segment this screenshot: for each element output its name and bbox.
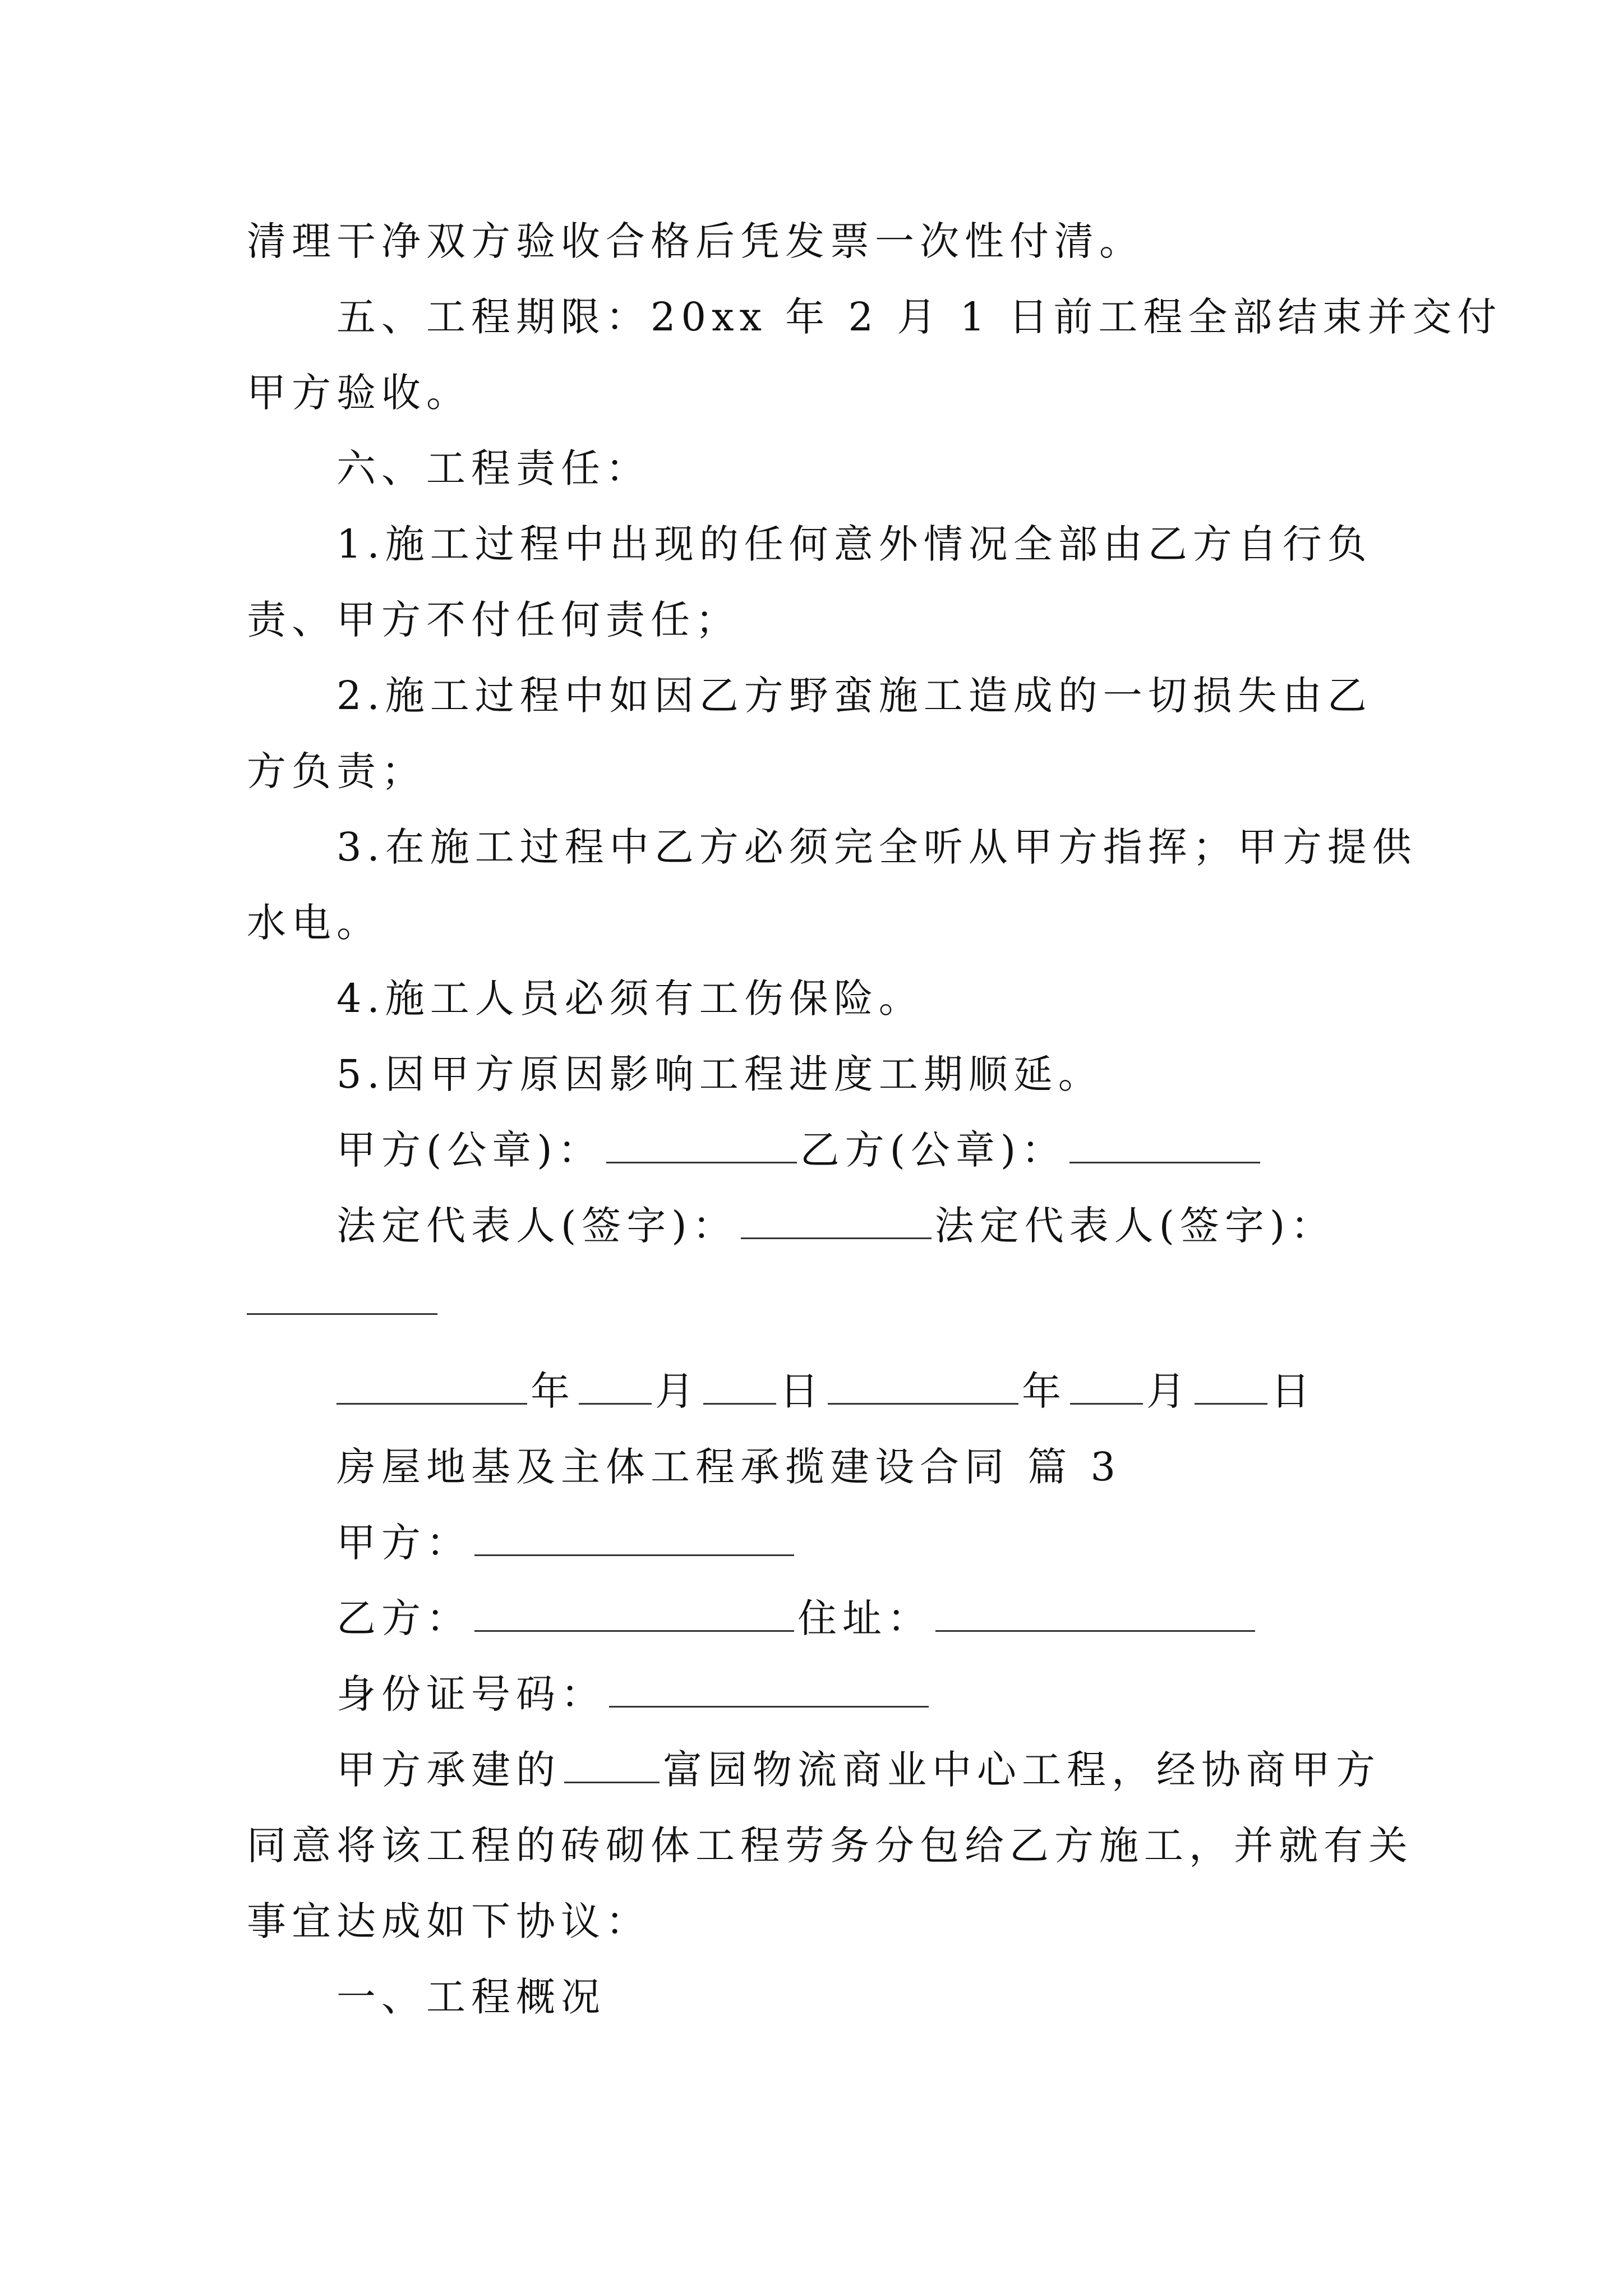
paragraph-payment-end: 清理干净双方验收合格后凭发票一次性付清。	[247, 218, 1144, 264]
contract-3-section-1: 一、工程概况	[336, 1974, 606, 2020]
heading-responsibility: 六、工程责任：	[336, 445, 651, 491]
party-a-blank	[474, 1521, 794, 1556]
contract-3-party-b-line	[336, 1593, 1475, 1644]
date-a-day-blank	[703, 1369, 776, 1405]
item-1-line1: 1.施工过程中出现的任何意外情况全部由乙方自行负	[336, 521, 1372, 567]
date-b-year-label: 年	[1022, 1368, 1067, 1414]
project-name-blank	[564, 1748, 660, 1783]
contract-3-intro-line2: 同意将该工程的砖砌体工程劳务分包给乙方施工，并就有关	[247, 1823, 1413, 1869]
rep-b-blank	[247, 1280, 437, 1315]
item-4: 4.施工人员必须有工伤保险。	[336, 976, 924, 1022]
representative-line	[336, 1200, 1475, 1251]
seal-line	[336, 1125, 1475, 1175]
rep-b-blank-line	[247, 1276, 1385, 1327]
date-a-year-label: 年	[531, 1368, 575, 1414]
date-a-day-label: 日	[780, 1368, 824, 1414]
date-b-month-label: 月	[1146, 1368, 1191, 1414]
party-a-seal-blank	[606, 1128, 797, 1163]
item-1-line2: 责、甲方不付任何责任；	[247, 597, 740, 643]
party-b-label: 乙方：	[336, 1595, 471, 1641]
date-b-year-blank	[828, 1369, 1018, 1405]
address-label: 住址：	[797, 1595, 932, 1641]
date-b-month-blank	[1070, 1369, 1143, 1405]
date-a-year-blank	[336, 1369, 527, 1405]
date-b-day-blank	[1195, 1369, 1267, 1405]
rep-a-blank	[741, 1204, 932, 1239]
intro-after-blank: 富园物流商业中心工程，经协商甲方	[663, 1747, 1381, 1793]
item-5: 5.因甲方原因影响工程进度工期顺延。	[336, 1051, 1103, 1097]
item-3-line2: 水电。	[247, 900, 381, 946]
date-b-day-label: 日	[1271, 1368, 1316, 1414]
party-b-seal-label: 乙方(公章)：	[800, 1127, 1067, 1173]
contract-3-intro-line3: 事宜达成如下协议：	[247, 1898, 651, 1944]
contract-3-title: 房屋地基及主体工程承揽建设合同 篇 3	[336, 1444, 1122, 1490]
rep-b-label: 法定代表人(签字)：	[934, 1203, 1336, 1249]
intro-before-blank: 甲方承建的	[336, 1747, 561, 1793]
contract-3-party-a-line	[336, 1517, 1475, 1568]
party-b-blank	[474, 1596, 794, 1632]
contract-3-id-line	[336, 1669, 1475, 1719]
id-number-label: 身份证号码：	[336, 1671, 606, 1717]
rep-a-label: 法定代表人(签字)：	[336, 1203, 737, 1249]
date-a-month-label: 月	[655, 1368, 700, 1414]
paragraph-term-line1: 五、工程期限：20xx 年 2 月 1 日前工程全部结束并交付	[336, 294, 1502, 340]
id-number-blank	[609, 1672, 929, 1708]
item-2-line2: 方负责；	[247, 748, 426, 794]
address-blank	[935, 1596, 1255, 1632]
date-a-month-blank	[579, 1369, 652, 1405]
contract-3-intro-line1	[336, 1745, 1475, 1795]
paragraph-term-line2: 甲方验收。	[247, 370, 471, 416]
item-3-line1: 3.在施工过程中乙方必须完全听从甲方指挥；甲方提供	[336, 824, 1417, 870]
date-line	[336, 1366, 1475, 1416]
party-a-label: 甲方：	[336, 1520, 471, 1566]
party-b-seal-blank	[1069, 1128, 1260, 1163]
party-a-seal-label: 甲方(公章)：	[336, 1127, 603, 1173]
item-2-line1: 2.施工过程中如因乙方野蛮施工造成的一切损失由乙	[336, 673, 1372, 719]
